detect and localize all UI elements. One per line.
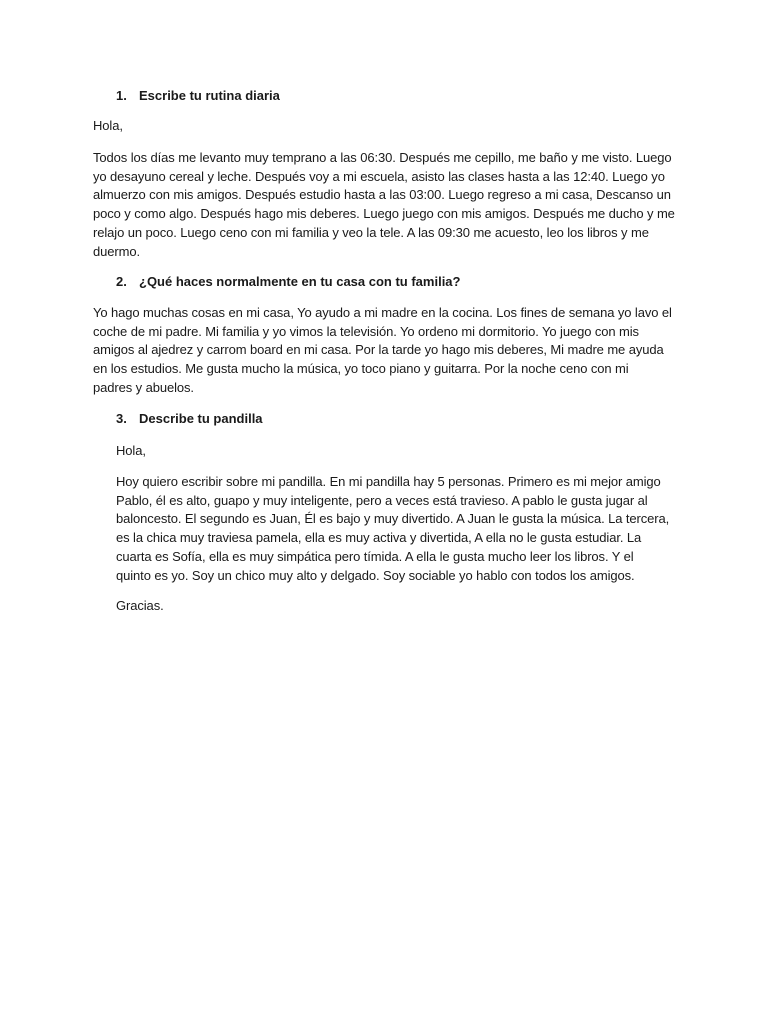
paragraph-line: duermo.	[93, 243, 140, 259]
section-3-title: Describe tu pandilla	[139, 411, 263, 426]
paragraph-line: padres y abuelos.	[93, 379, 194, 395]
section-1-greeting: Hola,	[93, 118, 123, 133]
section-2-number: 2.	[116, 274, 127, 289]
paragraph-line: almuerzo con mis amigos. Después estudio hasta a las 03:00. Luego regreso a mi casa, Descanso un	[93, 187, 671, 203]
paragraph-line: relajo un poco. Luego ceno con mi familia y veo la tele. A las 09:30 me acuesto, leo los libros y me	[93, 224, 649, 240]
paragraph-line: Hoy quiero escribir sobre mi pandilla. En mi pandilla hay 5 personas. Primero es mi mejor amigo	[116, 474, 661, 489]
section-2-paragraph	[93, 304, 683, 398]
section-3-heading	[116, 410, 263, 428]
section-3-closing: Gracias.	[116, 598, 164, 613]
section-1-title: Escribe tu rutina diaria	[139, 88, 280, 103]
paragraph-line: en los estudios. Me gusta mucho la música, yo toco piano y guitarra. Por la noche ceno con mi	[93, 361, 629, 377]
paragraph-line: quinto es yo. Soy un chico muy alto y delgado. Soy sociable yo hablo con todos los amigos.	[116, 567, 635, 583]
section-1-number: 1.	[116, 88, 127, 103]
paragraph-line: baloncesto. El segundo es Juan, Él es bajo y muy divertido. A Juan le gusta la música. La tercera,	[116, 511, 670, 527]
paragraph-line: Pablo, él es alto, guapo y muy inteligente, pero a veces está travieso. A pablo le gusta jugar al	[116, 492, 648, 508]
section-3-number: 3.	[116, 411, 127, 426]
paragraph-line: Yo hago muchas cosas en mi casa, Yo ayudo a mi madre en la cocina. Los fines de semana yo lavo el	[93, 305, 672, 320]
section-1-paragraph	[93, 149, 683, 261]
section-3-greeting: Hola,	[116, 443, 146, 458]
paragraph-line: yo desayuno cereal y leche. Después voy a mi escuela, asisto las clases hasta a las 12:40. Luego yo	[93, 168, 665, 184]
paragraph-line: amigos al ajedrez y carrom board en mi casa. Por la tarde yo hago mis deberes, Mi madre me ayuda	[93, 342, 664, 358]
paragraph-line: coche de mi padre. Mi familia y yo vimos la televisión. Yo ordeno mi dormitorio. Yo juego con mis	[93, 323, 639, 339]
paragraph-line: es la chica muy traviesa pamela, ella es muy activa y divertida, A ella no le gusta estudiar. La	[116, 530, 642, 546]
paragraph-line: poco y como algo. Después hago mis deberes. Luego juego con mis amigos. Después me ducho y me	[93, 206, 675, 222]
section-1-heading	[116, 87, 280, 105]
section-2-title: ¿Qué haces normalmente en tu casa con tu familia?	[139, 274, 461, 289]
paragraph-line: cuarta es Sofía, ella es muy simpática pero tímida. A ella le gusta mucho leer los libros. Y el	[116, 548, 634, 564]
section-3-paragraph	[116, 473, 683, 585]
paragraph-line: Todos los días me levanto muy temprano a las 06:30. Después me cepillo, me baño y me visto. Luego	[93, 150, 672, 165]
section-2-heading	[116, 273, 460, 291]
